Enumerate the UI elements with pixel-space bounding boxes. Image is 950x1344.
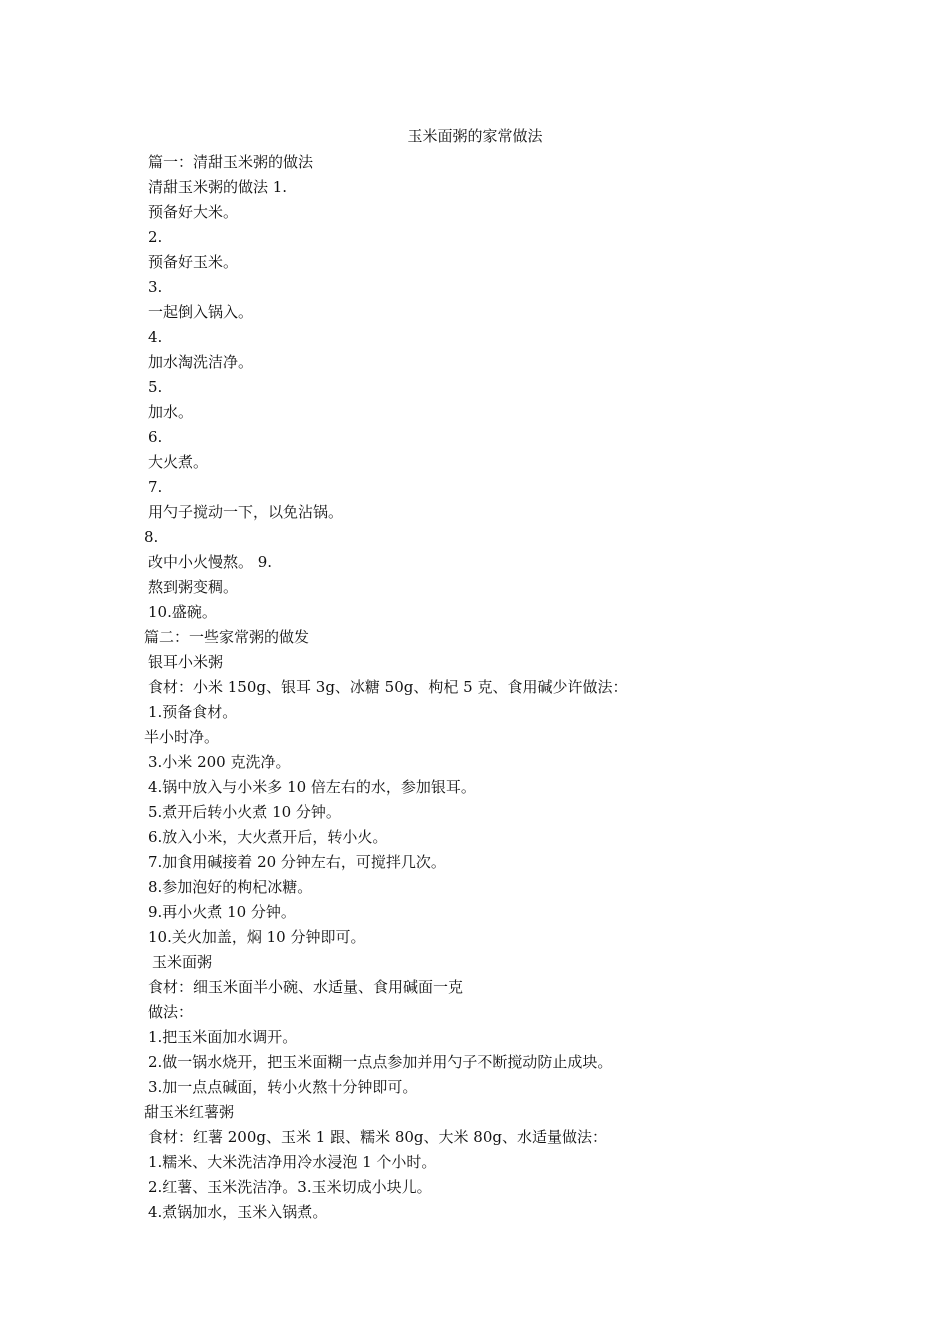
step-number: 4. bbox=[148, 328, 163, 346]
text-line: 大火煮。 bbox=[148, 453, 209, 471]
step-number: 7. bbox=[148, 478, 163, 496]
step-number: 5. bbox=[148, 378, 163, 396]
text-line: 9.再小火煮 10 分钟。 bbox=[148, 903, 296, 921]
recipe-title: 玉米面粥 bbox=[152, 953, 213, 971]
document-body bbox=[144, 150, 844, 1225]
step-number: 3. bbox=[148, 278, 163, 296]
text-line: 做法： bbox=[148, 1003, 194, 1021]
text-line: 6.放入小米，大火煮开后，转小火。 bbox=[148, 828, 388, 846]
ingredients-line: 食材：细玉米面半小碗、水适量、食用碱面一克 bbox=[148, 978, 464, 996]
text-line: 2.红薯、玉米洗洁净。3.玉米切成小块儿。 bbox=[148, 1178, 432, 1196]
text-line: 1.糯米、大米洗洁净用冷水浸泡 1 个小时。 bbox=[148, 1153, 437, 1171]
text-line: 加水淘洗洁净。 bbox=[148, 353, 254, 371]
text-line: 半小时净。 bbox=[144, 728, 220, 746]
step-number: 2. bbox=[148, 228, 163, 246]
recipe-title: 甜玉米红薯粥 bbox=[144, 1103, 235, 1121]
text-line: 4.锅中放入与小米多 10 倍左右的水，参加银耳。 bbox=[148, 778, 476, 796]
text-line: 预备好玉米。 bbox=[148, 253, 239, 271]
text-line: 1.把玉米面加水调开。 bbox=[148, 1028, 298, 1046]
text-line: 改中小火慢熬。 9. bbox=[148, 553, 273, 571]
text-line: 用勺子搅动一下，以免沾锅。 bbox=[148, 503, 344, 521]
text-line: 1.预备食材。 bbox=[148, 703, 238, 721]
text-line: 加水。 bbox=[148, 403, 194, 421]
text-line: 预备好大米。 bbox=[148, 203, 239, 221]
step-number: 8. bbox=[144, 528, 159, 546]
text-line: 5.煮开后转小火煮 10 分钟。 bbox=[148, 803, 341, 821]
text-line: 一起倒入锅入。 bbox=[148, 303, 254, 321]
ingredients-line: 食材：小米 150g、银耳 3g、冰糖 50g、枸杞 5 克、食用碱少许做法： bbox=[148, 678, 628, 696]
text-line: 8.参加泡好的枸杞冰糖。 bbox=[148, 878, 313, 896]
text-line: 2.做一锅水烧开，把玉米面糊一点点参加并用勺子不断搅动防止成块。 bbox=[148, 1053, 613, 1071]
text-line: 10.关火加盖，焖 10 分钟即可。 bbox=[148, 928, 366, 946]
text-line: 10.盛碗。 bbox=[148, 603, 217, 621]
recipe-title: 银耳小米粥 bbox=[148, 653, 224, 671]
text-line: 3.加一点点碱面，转小火熬十分钟即可。 bbox=[148, 1078, 418, 1096]
document-title: 玉米面粥的家常做法 bbox=[407, 127, 543, 145]
section-heading-2: 篇二：一些家常粥的做发 bbox=[144, 628, 310, 646]
text-line: 4.煮锅加水，玉米入锅煮。 bbox=[148, 1203, 328, 1221]
text-line: 清甜玉米粥的做法 1. bbox=[148, 178, 288, 196]
text-line: 熬到粥变稠。 bbox=[148, 578, 239, 596]
ingredients-line: 食材：红薯 200g、玉米 1 跟、糯米 80g、大米 80g、水适量做法： bbox=[148, 1128, 607, 1146]
section-heading-1: 篇一：清甜玉米粥的做法 bbox=[148, 153, 314, 171]
step-number: 6. bbox=[148, 428, 163, 446]
text-line: 3.小米 200 克洗净。 bbox=[148, 753, 291, 771]
text-line: 7.加食用碱接着 20 分钟左右，可搅拌几次。 bbox=[148, 853, 446, 871]
